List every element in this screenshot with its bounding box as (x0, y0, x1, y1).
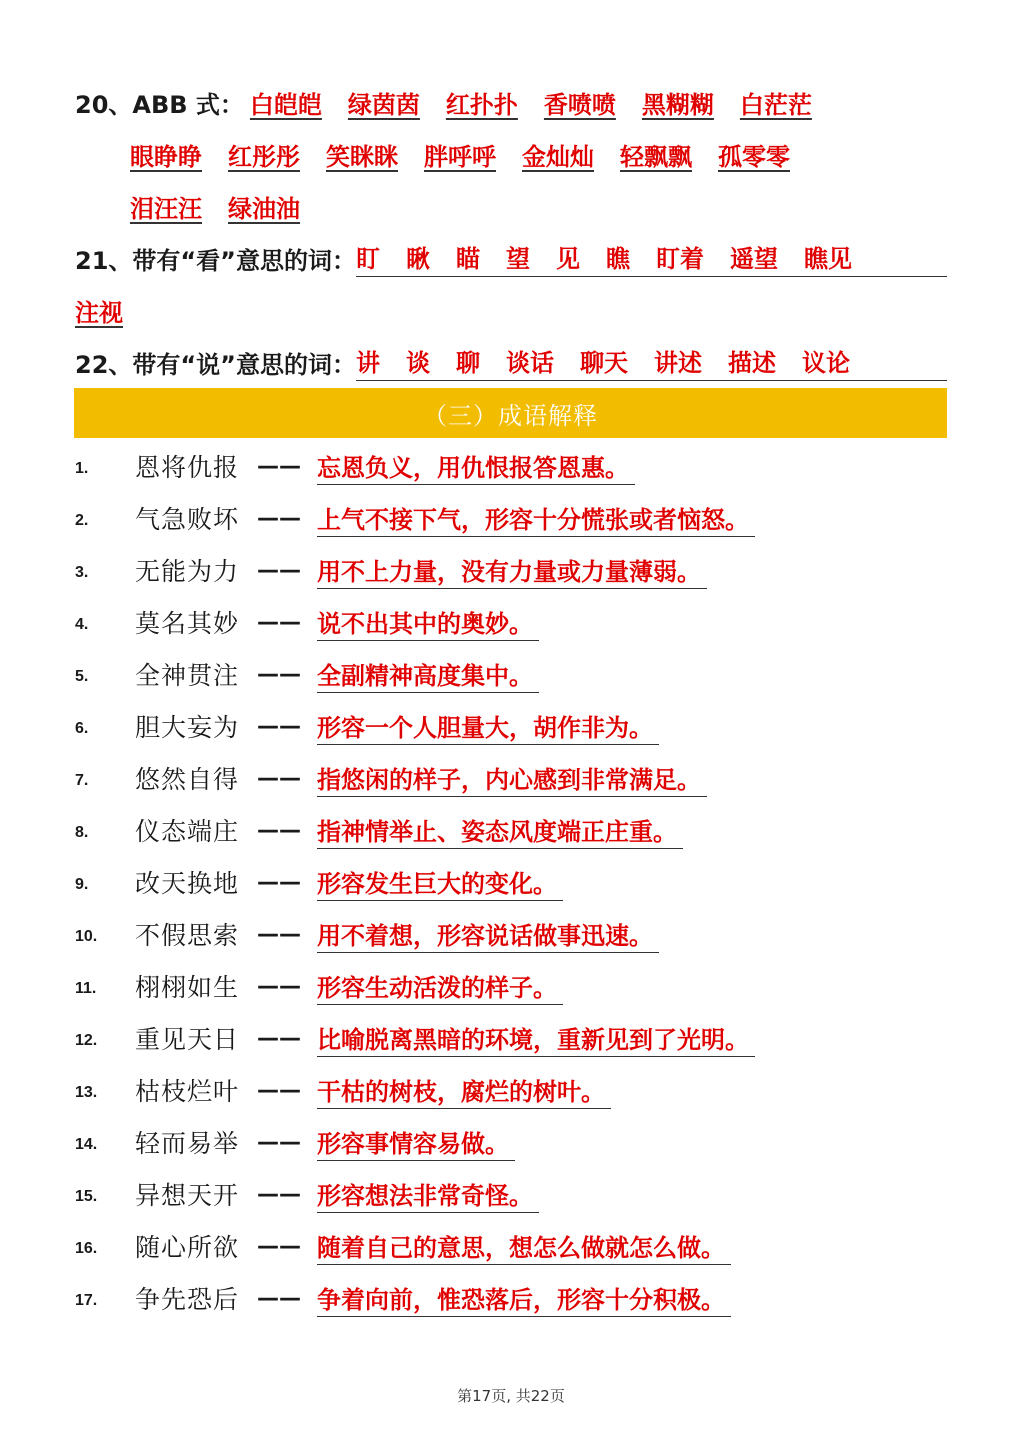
idiom-definition: 干枯的树枝，腐烂的树叶。 (317, 1072, 611, 1109)
idiom-index: 12. (75, 1032, 98, 1049)
look-word: 瞧 (605, 245, 630, 273)
idiom-definition: 用不上力量，没有力量或力量薄弱。 (317, 552, 707, 589)
idiom-dash: —— (257, 973, 301, 999)
idiom-definition: 指神情举止、姿态风度端正庄重。 (317, 812, 683, 849)
idiom-dash: —— (257, 765, 301, 791)
abb-word: 绿茵茵 (347, 90, 420, 119)
idiom-definition: 上气不接下气，形容十分慌张或者恼怒。 (317, 500, 755, 537)
idiom-row (75, 856, 955, 908)
idiom-index: 2. (75, 512, 89, 529)
idiom-term: 仪态端庄 (135, 817, 240, 846)
idiom-definition: 形容事情容易做。 (317, 1124, 515, 1161)
idiom-dash: —— (257, 1285, 301, 1311)
abb-word: 胖呼呼 (424, 142, 496, 171)
abb-word: 轻飘飘 (620, 142, 692, 171)
idiom-row (75, 960, 955, 1012)
idiom-term: 改天换地 (135, 869, 240, 898)
idiom-row (75, 908, 955, 960)
idiom-index: 6. (75, 720, 89, 737)
idiom-dash: —— (257, 661, 301, 687)
idiom-row (75, 1012, 955, 1064)
idiom-term: 轻而易举 (135, 1129, 240, 1158)
idiom-definition: 随着自己的意思，想怎么做就怎么做。 (317, 1228, 731, 1265)
idiom-term: 异想天开 (135, 1181, 240, 1210)
idiom-index: 8. (75, 824, 89, 841)
abb-word-list-2 (130, 137, 816, 172)
idiom-dash: —— (257, 869, 301, 895)
look-word: 盯着 (655, 245, 704, 273)
idiom-term: 枯枝烂叶 (135, 1077, 240, 1106)
idiom-index: 3. (75, 564, 89, 581)
look-words-list (356, 239, 947, 277)
say-word: 描述 (727, 349, 776, 377)
idiom-dash: —— (257, 1181, 301, 1207)
idiom-term: 恩将仇报 (135, 453, 240, 482)
idiom-definition: 用不着想，形容说话做事迅速。 (317, 916, 659, 953)
look-word: 望 (505, 245, 530, 273)
idiom-index: 15. (75, 1188, 98, 1205)
idiom-index: 9. (75, 876, 89, 893)
abb-word-list-1 (250, 85, 838, 120)
idiom-definition: 说不出其中的奥妙。 (317, 604, 539, 641)
say-word: 谈 (405, 349, 430, 377)
abb-word: 金灿灿 (522, 142, 594, 171)
idiom-dash: —— (257, 921, 301, 947)
idiom-term: 悠然自得 (135, 765, 240, 794)
idiom-index: 16. (75, 1240, 98, 1257)
idiom-term: 全神贯注 (135, 661, 240, 690)
idiom-dash: —— (257, 609, 301, 635)
idiom-row (75, 440, 955, 492)
idiom-row (75, 1220, 955, 1272)
idiom-row (75, 1116, 955, 1168)
abb-word: 红扑扑 (445, 90, 518, 119)
idiom-dash: —— (257, 557, 301, 583)
abb-word: 眼睁睁 (130, 142, 202, 171)
idiom-term: 无能为力 (135, 557, 240, 586)
say-word: 聊 (455, 349, 480, 377)
abb-word: 泪汪汪 (130, 194, 202, 223)
look-word: 见 (555, 245, 580, 273)
abb-word: 绿油油 (228, 194, 300, 223)
page-footer (0, 1385, 1022, 1406)
idiom-term: 争先恐后 (135, 1285, 240, 1314)
idiom-index: 11. (75, 980, 97, 997)
idiom-row (75, 1064, 955, 1116)
abb-word-list-3 (130, 189, 326, 224)
idiom-dash: —— (257, 1025, 301, 1051)
idiom-term: 不假思索 (135, 921, 240, 950)
look-word: 盯 (355, 245, 380, 273)
idiom-row (75, 752, 955, 804)
say-word: 讲述 (653, 349, 702, 377)
abb-word: 白茫茫 (739, 90, 812, 119)
idiom-definition: 形容生动活泼的样子。 (317, 968, 563, 1005)
idiom-index: 1. (75, 460, 89, 477)
abb-section-row-2 (130, 128, 947, 180)
say-word: 讲 (355, 349, 380, 377)
section-banner (74, 388, 947, 438)
abb-word: 红彤彤 (228, 142, 300, 171)
idiom-index: 17. (75, 1292, 98, 1309)
say-words-prefix: 22、带有“说”意思的词： (75, 350, 356, 379)
look-words-prefix: 21、带有“看”意思的词： (75, 246, 356, 275)
idiom-row (75, 544, 955, 596)
abb-word: 黑糊糊 (641, 90, 714, 119)
idiom-definition: 形容想法非常奇怪。 (317, 1176, 539, 1213)
idiom-term: 胆大妄为 (135, 713, 240, 742)
idiom-index: 13. (75, 1084, 98, 1101)
idiom-row (75, 596, 955, 648)
idiom-dash: —— (257, 453, 301, 479)
banner-title: （三）成语解释 (423, 401, 598, 430)
idiom-row (75, 1272, 955, 1324)
look-word: 瞧见 (803, 245, 852, 273)
idiom-term: 莫名其妙 (135, 609, 240, 638)
idiom-index: 7. (75, 772, 89, 789)
idiom-dash: —— (257, 817, 301, 843)
say-word: 聊天 (579, 349, 628, 377)
idiom-definition: 形容一个人胆量大，胡作非为。 (317, 708, 659, 745)
idiom-definition: 争着向前，惟恐落后，形容十分积极。 (317, 1280, 731, 1317)
idiom-dash: —— (257, 505, 301, 531)
idiom-term: 栩栩如生 (135, 973, 240, 1002)
abb-word: 白皑皑 (249, 90, 322, 119)
abb-word: 笑眯眯 (326, 142, 398, 171)
abb-prefix: 20、ABB 式： (75, 90, 244, 119)
abb-word: 孤零零 (718, 142, 790, 171)
idiom-term: 重见天日 (135, 1025, 240, 1054)
idiom-dash: —— (257, 1233, 301, 1259)
idiom-row (75, 1168, 955, 1220)
look-word: 瞄 (455, 245, 480, 273)
idiom-definition: 指悠闲的样子，内心感到非常满足。 (317, 760, 707, 797)
idiom-term: 气急败坏 (135, 505, 240, 534)
look-words-row (75, 232, 947, 284)
abb-word: 香喷喷 (543, 90, 616, 119)
idiom-term: 随心所欲 (135, 1233, 240, 1262)
idiom-definition: 比喻脱离黑暗的环境，重新见到了光明。 (317, 1020, 755, 1057)
idiom-index: 10. (75, 928, 98, 945)
idiom-dash: —— (257, 1129, 301, 1155)
idiom-definition: 形容发生巨大的变化。 (317, 864, 563, 901)
idiom-row (75, 700, 955, 752)
say-words-list (356, 343, 947, 381)
say-word: 谈话 (505, 349, 554, 377)
abb-section-row-1 (75, 76, 947, 128)
idiom-index: 5. (75, 668, 89, 685)
idiom-dash: —— (257, 1077, 301, 1103)
look-word: 瞅 (405, 245, 430, 273)
say-word: 议论 (801, 349, 850, 377)
idiom-row (75, 492, 955, 544)
look-words-wrap-row (75, 284, 947, 336)
idiom-dash: —— (257, 713, 301, 739)
abb-section-row-3 (130, 180, 947, 232)
idiom-index: 4. (75, 616, 89, 633)
look-word-wrap: 注视 (75, 298, 123, 327)
idiom-definition: 全副精神高度集中。 (317, 656, 539, 693)
say-words-row (75, 336, 947, 388)
idiom-definition: 忘恩负义，用仇恨报答恩惠。 (317, 448, 635, 485)
idiom-row (75, 648, 955, 700)
idiom-index: 14. (75, 1136, 98, 1153)
look-word: 遥望 (729, 245, 778, 273)
idiom-row (75, 804, 955, 856)
page-number: 第17页, 共22页 (457, 1387, 565, 1405)
